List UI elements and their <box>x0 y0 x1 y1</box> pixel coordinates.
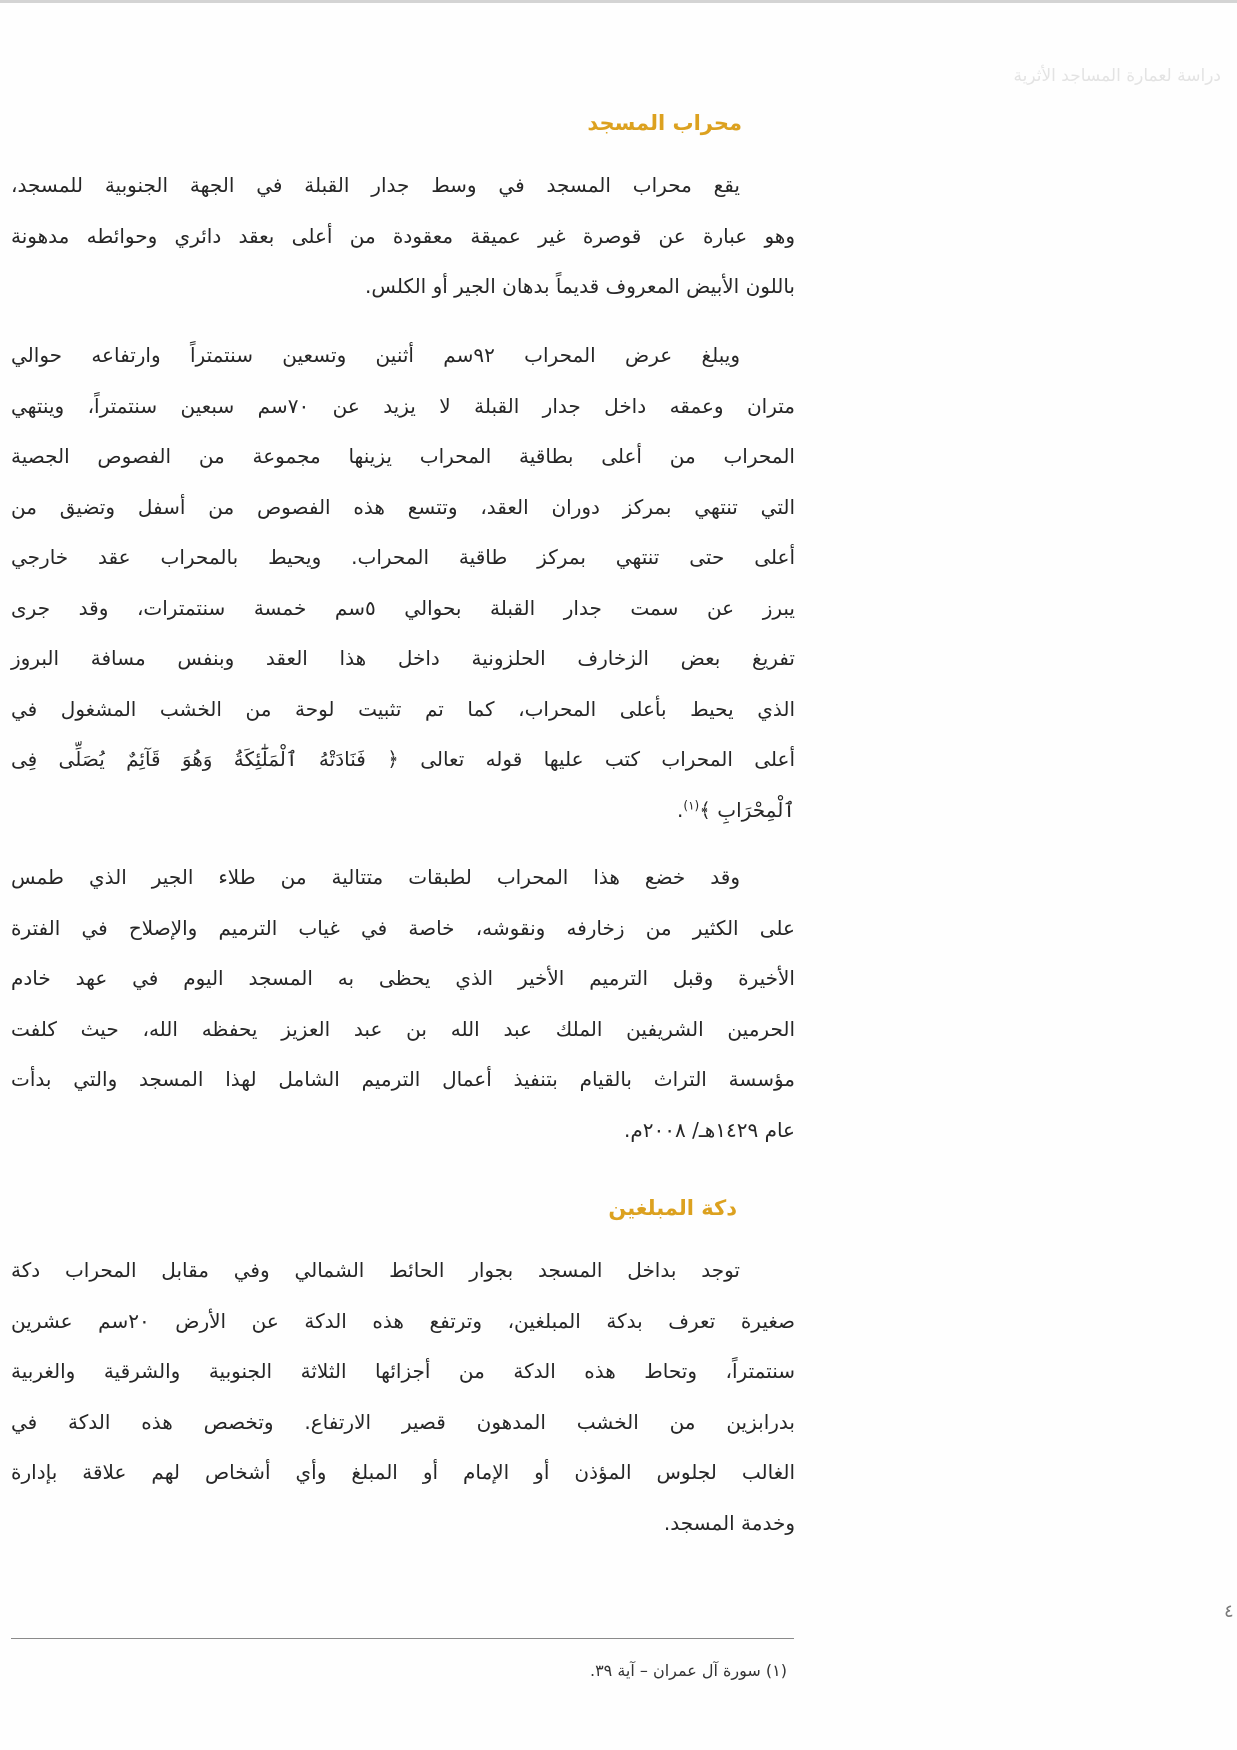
footnote-reference: (١) <box>683 797 700 812</box>
paragraph <box>11 160 795 312</box>
paragraph-line-verse-end <box>11 785 795 836</box>
paragraph-line: الحرمين الشريفين الملك عبد الله بن عبد العزيز يحفظه الله، حيث كلفت <box>11 1016 795 1041</box>
section-dakka <box>11 1188 795 1228</box>
paragraph-line: ويبلغ عرض المحراب ٩٢سم أثنين وتسعين سنتمتراً وارتفاعه حوالي <box>11 343 740 367</box>
paragraph-line: متران وعمقه داخل جدار القبلة لا يزيد عن ٧٠سم سبعين سنتمتراً، وينتهي <box>11 393 796 418</box>
paragraph-line: بدرابزين من الخشب المدهون قصير الارتفاع. وتخصص هذه الدكة في <box>11 1409 795 1434</box>
paragraph-line: باللون الأبيض المعروف قديماً بدهان الجير أو الكلس. <box>365 274 795 298</box>
quran-verse: ﴿ فَنَادَتْهُ ٱلْمَلَٰٓئِكَةُ وَهُوَ قَآئِمٌ يُصَلِّى فِى <box>11 747 399 771</box>
section-heading: محراب المسجد <box>587 111 742 135</box>
sentence-end-punctuation: . <box>677 797 684 822</box>
paragraph-line: توجد بداخل المسجد بجوار الحائط الشمالي وفي مقابل المحراب دكة <box>11 1258 740 1282</box>
paragraph <box>11 1245 795 1548</box>
paragraph-line: وخدمة المسجد. <box>663 1510 795 1535</box>
paragraph-line: الأخيرة وقبل الترميم الأخير الذي يحظى به المسجد اليوم في عهد خادم <box>11 966 795 990</box>
paragraph <box>11 852 795 1155</box>
paragraph-line: الذي يحيط بأعلى المحراب، كما تم تثبيت لوحة من الخشب المشغول في <box>11 696 795 721</box>
page-top-edge <box>0 0 1237 3</box>
paragraph <box>11 330 795 835</box>
paragraph-line: سنتمتراً، وتحاط هذه الدكة من أجزائها الثلاثة الجنوبية والشرقية والغربية <box>11 1359 795 1383</box>
paragraph-line: على الكثير من زخارفه ونقوشه، خاصة في غياب الترميم والإصلاح في الفترة <box>11 915 795 940</box>
running-header: دراسة لعمارة المساجد الأثرية <box>1013 66 1221 86</box>
paragraph-line: عام ١٤٢٩هـ/ ٢٠٠٨م. <box>624 1117 795 1142</box>
section-mihrab <box>11 103 795 143</box>
paragraph-line-with-verse <box>11 734 795 785</box>
footnote-divider <box>11 1638 794 1639</box>
quran-verse-end: ٱلْمِحْرَابِ ﴾ <box>699 797 795 822</box>
footnote: (١) سورة آل عمران – آية ٣٩. <box>589 1661 787 1680</box>
paragraph-line: يقع محراب المسجد في وسط جدار القبلة في الجهة الجنوبية للمسجد، <box>11 173 740 197</box>
verse-lead-text: أعلى المحراب كتب عليها قوله تعالى <box>420 747 796 771</box>
page-number: ٤ <box>1224 1601 1234 1622</box>
paragraph-line: يبرز عن سمت جدار القبلة بحوالي ٥سم خمسة سنتمترات، وقد جرى <box>11 595 795 620</box>
paragraph-line: وقد خضع هذا المحراب لطبقات متتالية من طلاء الجير الذي طمس <box>11 865 740 889</box>
paragraph-line: مؤسسة التراث بالقيام بتنفيذ أعمال الترميم الشامل لهذا المسجد والتي بدأت <box>11 1067 795 1091</box>
section-heading: دكة المبلغين <box>608 1196 737 1220</box>
paragraph-line: المحراب من أعلى بطاقية المحراب يزينها مجموعة من الفصوص الجصية <box>11 444 795 468</box>
paragraph-line: تفريغ بعض الزخارف الحلزونية داخل هذا العقد وبنفس مسافة البروز <box>11 646 795 670</box>
paragraph-line: الغالب لجلوس المؤذن أو الإمام أو المبلغ وأي أشخاص لهم علاقة بإدارة <box>11 1460 795 1484</box>
paragraph-line: التي تنتهي بمركز دوران العقد، وتتسع هذه الفصوص من أسفل وتضيق من <box>11 494 795 519</box>
paragraph-line: وهو عبارة عن قوصرة غير عميقة معقودة من أعلى بعقد دائري وحوائطه مدهونة <box>11 223 795 248</box>
paragraph-line: صغيرة تعرف بدكة المبلغين، وترتفع هذه الدكة عن الأرض ٢٠سم عشرين <box>11 1308 796 1333</box>
paragraph-line: أعلى حتى تنتهي بمركز طاقية المحراب. ويحيط بالمحراب عقد خارجي <box>11 545 795 569</box>
